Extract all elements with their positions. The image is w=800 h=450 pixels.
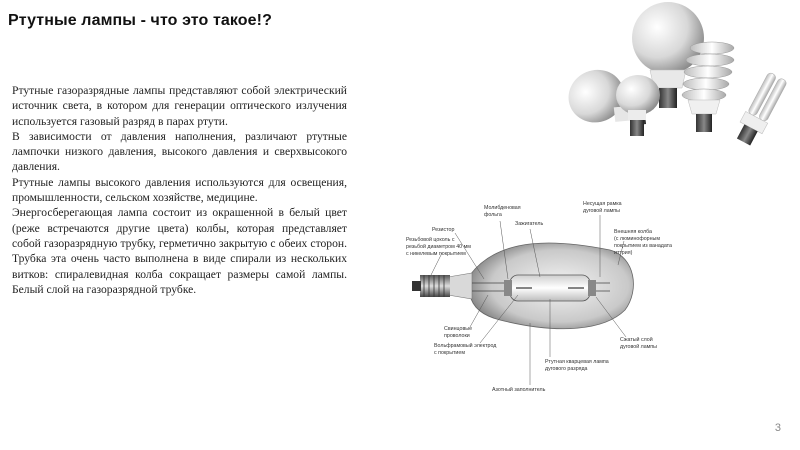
label-outer-bulb-4: иттрия) [614, 250, 633, 256]
tube-bulb [733, 71, 790, 148]
label-arc-tube-2: дугового разряда [545, 366, 588, 372]
label-lead-wire-1: Свинцовые [444, 326, 473, 332]
small-bulb [616, 75, 660, 136]
paragraph-1: Ртутные газоразрядные лампы представляют собой электрический источник света, в котором для генерации оптического излучения используется газовый разряд в парах ртути. [12, 84, 347, 128]
label-molybdenum-2: фольга [484, 212, 502, 218]
paragraph-4: Энергосберегающая лампа состоит из окрашенной в белый цвет (реже встречаются другие цвета) колбы, которая представляет собой газоразрядную трубку, герметично закрытую с обеих сторон. Трубка эта очень часто выполнена в виде спирали из нескольких витков: спиралевидная колба сокращает размеры самой лампы. Белый слой на газоразрядной трубке. [12, 206, 347, 296]
body-text [12, 83, 347, 297]
label-molybdenum-1: Молибденовая [484, 205, 521, 211]
label-quartz-1: Сжатый слой [620, 337, 653, 343]
label-lead-wire-2: проволоки [444, 333, 470, 339]
energy-saving-bulbs-image [560, 0, 800, 165]
label-outer-bulb-3: покрытием из ванадата [614, 243, 672, 249]
label-resistor: Резистор [432, 227, 455, 233]
label-frame-1: Несущая рамка [583, 201, 622, 207]
paragraph-3: Ртутные лампы высокого давления используются для освещения, промышленности, сельском хозяйстве, медицине. [12, 175, 347, 205]
label-frame-2: дуговой лампы [583, 208, 620, 214]
slide-title: Ртутные лампы - что это такое!? [8, 12, 272, 29]
label-electrode-2: с покрытием [434, 350, 465, 356]
label-base-3: с никелевым покрытием [406, 251, 466, 257]
page-number: 3 [774, 422, 781, 434]
label-outer-bulb-2: (с люминофорным [614, 236, 660, 242]
label-arc-tube-1: Ртутная кварцевая лампа [545, 359, 609, 365]
mercury-lamp-diagram [400, 195, 672, 400]
label-base-1: Резьбовой цоколь с [406, 237, 455, 243]
label-electrode-1: Вольфрамовый электрод [434, 343, 497, 349]
label-outer-bulb-1: Внешняя колба [614, 229, 652, 235]
label-base-2: резьбой диаметром 40 мм [406, 244, 471, 250]
label-nitrogen: Азотный заполнитель [492, 387, 546, 393]
paragraph-2: В зависимости от давления наполнения, различают ртутные лампочки низкого давления, высокого давления и сверхвысокого давления. [12, 129, 347, 174]
label-quartz-2: дуговой лампы [620, 344, 657, 350]
label-igniter: Зажигатель [515, 221, 544, 227]
